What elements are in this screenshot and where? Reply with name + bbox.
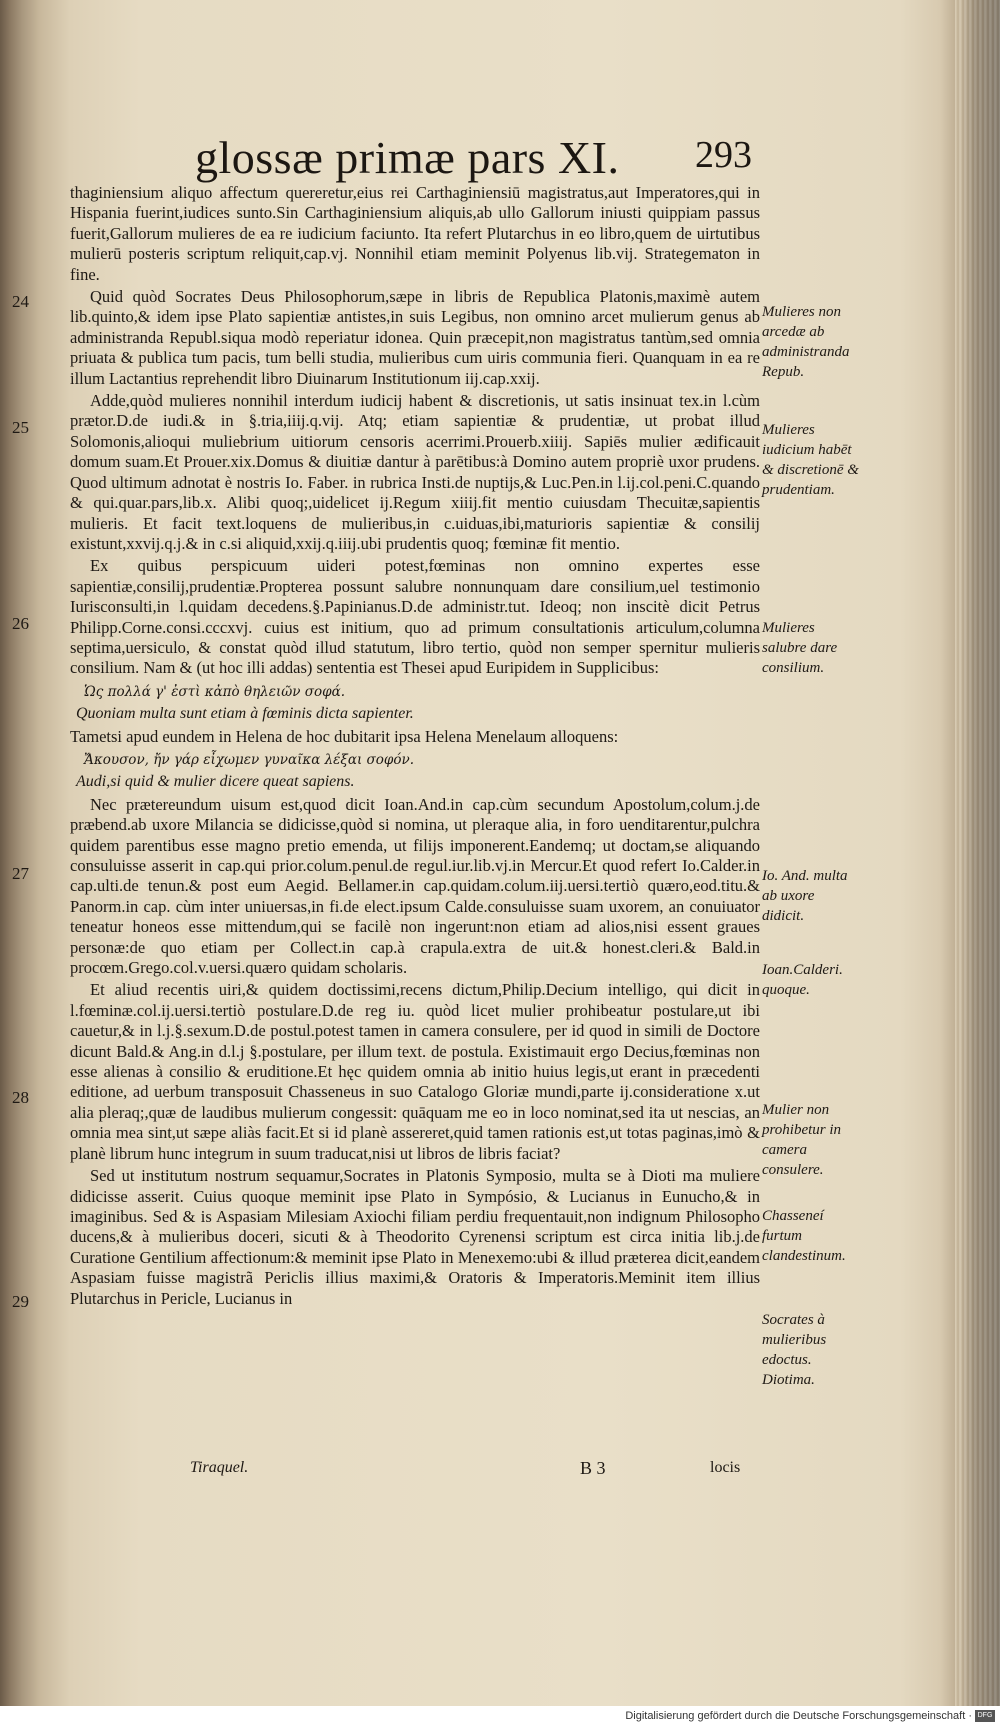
page-number: 293 — [695, 134, 752, 176]
section-number: 29 — [12, 1292, 29, 1311]
main-text-block — [70, 183, 760, 1483]
margin-note: Chasseneí furtum clandestinum. — [762, 1208, 846, 1264]
greek-quotation: Ὡς πολλά γ' ἐστὶ κἀπὸ θηλειῶν σοφά. — [84, 683, 345, 700]
margin-note: Mulieres iudicium habēt & discretionē & prudentiam. — [762, 422, 859, 498]
section-number: 27 — [12, 864, 29, 883]
book-page-edges — [955, 0, 1000, 1726]
paragraph: Et aliud recentis uiri,& quidem doctissimi,recens dictum,Philip.Decium intelligo, qui dicit in l.fœminæ.col.ij.uersi.tertiò postulare.D.de reg iu. quòd licet mulier prohibeatur postulare,ut ibi cauetur,& in l.j.§.sexum.D.de postul.potest tamen in camera consulere, per id quod in simili de Doctore dicunt Bald.& Ang.in d.l.j §.postulare, per illum text. de postula. Existimauit ergo Decius,fœminas non esse alienas à consilio & eruditione.Et hęc quidem omnia ab initio huius legis,ut erant in præcedenti editione, ad uerbum transposuit Chasseneus in suo Catalogo Gloriæ mundi,parte ij.consideratione x.ut alia pleraq;,quæ de laudibus mulierum congessit: quāquam me eo in loco nominat,sed ita ut nescias, an omnia mea sint,ut sæpe aliàs facit.Et si id planè assereret,quid tamen rationis est,ut totas paginas,imò & planè librum hunc integrum in suum traducat,nisi ut libros de libris faciat? — [70, 980, 760, 1163]
running-title: glossæ primæ pars XI. — [195, 132, 620, 183]
section-number: 26 — [12, 614, 29, 633]
margin-note: Io. And. multa ab uxore didicit. — [762, 868, 848, 924]
paragraph: thaginiensium aliquo affectum quereretur,eius rei Carthaginiensiū magistratus,aut Imperatores,qui in Hispania fuerint,iudices sunto.Sin Carthaginiensium aliquis,ab ullo Gallorum iniusti quippiam passus fuerit,Gallorum mulieres de ea re iudicium faciunto. Ita refert Plutarchus in eo libro,quem de uirtutibus mulierū posteris scriptum reliquit,cap.vj. Nonnihil etiam meminit Polyenus lib.vij. Strategematon in fine. — [70, 183, 760, 284]
paragraph: Quid quòd Socrates Deus Philosophorum,sæpe in libris de Republica Platonis,maximè autem lib.quinto,& idem ipse Plato sapientiæ antistes,in suis Legibus, non omnino arcet mulierum genus ab administranda Republ.siqua modò reperiatur idonea. Quin præcepit,non magistratus tantùm,sed omnia priuata & publica tum pacis, tum belli studia, mulieribus cum uiris communia fieri. Quanquam in ea re illum Lactantius reprehendit libro Diuinarum Institutionum iij.cap.xxij. — [70, 287, 760, 388]
margin-note: Ioan.Calderi. quoque. — [762, 962, 843, 998]
latin-translation: Quoniam multa sunt etiam à fœminis dicta sapienter. — [76, 705, 414, 723]
signature-name: Tiraquel. — [190, 1459, 249, 1476]
section-number: 25 — [12, 418, 29, 437]
paragraph: Sed ut institutum nostrum sequamur,Socrates in Platonis Symposio, multa se à Dioti ma muliere didicisse asserit. Cuius quoque meminit ipse Plato in Sympósio, & Lucianus in Eunucho,& in imaginibus. Sed & is Aspasiam Milesiam Axiochi filiam perdiu frequentauit,non indignum Philosopho ducens,& à mulieribus doceri, sicuti & à Theodorito Cyrenensi scriptum est circa initia lib.j.de Curatione Gentilium affectionum:& meminit ipse Plato in Menexemo:ubi & illud præterea dicit,eandem Aspasiam fuisse magistrã Periclis illius maximi,& Oratoris & Imperatoris.Meminit item illius Plutarchus in Pericle, Lucianus in — [70, 1166, 760, 1308]
margin-note: Mulieres non arcedæ ab administranda Repub. — [762, 304, 850, 380]
paragraph: Tametsi apud eundem in Helena de hoc dubitarit ipsa Helena Menelaum alloquens: — [70, 726, 619, 746]
margin-note: Mulier non prohibetur in camera consulere. — [762, 1102, 842, 1178]
margin-note: Socrates à mulieribus edoctus. Diotima. — [762, 1312, 827, 1388]
dfg-logo-icon: DFG — [975, 1710, 995, 1722]
bleed-through-gutter — [0, 180, 14, 1180]
greek-quotation: Ἄκουσον, ἤν γάρ εἶχωμεν γυναῖκα λέξαι σοφόν. — [84, 751, 414, 768]
section-number: 24 — [12, 292, 29, 311]
paragraph: Ex quibus perspicuum uideri potest,fœminas non omnino expertes esse sapientiæ,consilij,prudentiæ.Propterea possunt salubre nonnunquam dare consilium,uel testimonio Iurisconsulti,in l.quidam decedens.§.Papinianus.D.de administr.tut. Ideoq; non inscitè dicit Petrus Philipp.Corne.consi.cccxvj. cuius est initium, quo ad primum consultationis articulum,columna septima,uersiculo, & constat quòd illud statutum, libro tertio, quòd non semper spernitur mulieris consilium. Nam & (ut hoc illi addas) sententia est Thesei apud Euripidem in Supplicibus: — [70, 556, 760, 678]
latin-translation: Audi,si quid & mulier dicere queat sapiens. — [76, 773, 355, 791]
section-number: 28 — [12, 1088, 29, 1107]
catchword: locis — [710, 1459, 741, 1476]
paragraph: Adde,quòd mulieres nonnihil interdum iudicij habent & discretionis, ut satis insinuat tex.in l.cùm prætor.D.de iudi.& in §.tria,iiij.q.vij. Atq; etiam sapientiæ & prudentiæ, ut probat illud Solomonis,alioqui muliebrium uitiorum censoris acerrimi.Prouerb.xiiij. Sapiēs mulier ædificauit domum suam.Et Prouer.xix.Domus & diuitiæ dantur à parētibus:à Domino autem propriè uxor prudens. Quod ultimum adnotat è nostris Io. Faber. in rubrica Insti.de nuptijs,& Luc.Pen.in l.ij.col.peni.C.quando & qui.quar.pars,lib.x. Alibi quoq;,uidelicet ij.Regum xiiij.fit mentio cuiusdam Thecuitæ,sapientis mulieris. Et facit text.loquens de mulieribus,in c.uiduas,ibi,maturioris sapientiæ & consilij existunt,xxvij.q.j.& in c.si aliquid,xxij.q.iiij.ubi prudentis quoq; fœminæ fit mentio. — [70, 391, 760, 553]
margin-note: Mulieres salubre dare consilium. — [762, 620, 838, 676]
paragraph: Nec prætereundum uisum est,quod dicit Ioan.And.in cap.cùm secundum Apostolum,colum.j.de præbend.ab uxore Milancia se didicisse,quòd si nomina, ut pleraque alia, in foro uenditarentur,pulchra quidem parentibus esse magno pretio emenda, ut filijs imponerent.Eandemq; ut doctam,se aliquando consuluisse asserit in cap.qui prior.colum.penul.de regul.iur.lib.vj.in Mercur.Et quod refert Io.Calder.in cap.ulti.de tenun.& post eum Aegid. Bellamer.in cap.quidam.colum.iij.uersi.tertiò quæro,eod.titu.& Panorm.in cap. cùm inter uniuersas,in fi.de elect.ipsum Calde.consuluisse suam uxorem, an conuiuator teneatur honeos esse mittendum,qui se facilè non ingerunt:non etiam ad alios,nisi essent graues personæ:de quo etiam per Collect.in cap.à crapula.extra de uit.& honest.cleri.& Bald.in procœm.Grego.col.v.uersi.quæro quidam scholaris. — [70, 794, 760, 978]
digitization-credit: Digitalisierung gefördert durch die Deutsche Forschungsgemeinschaft · — [0, 1706, 1000, 1726]
sheet-signature-mark: B 3 — [580, 1458, 606, 1478]
